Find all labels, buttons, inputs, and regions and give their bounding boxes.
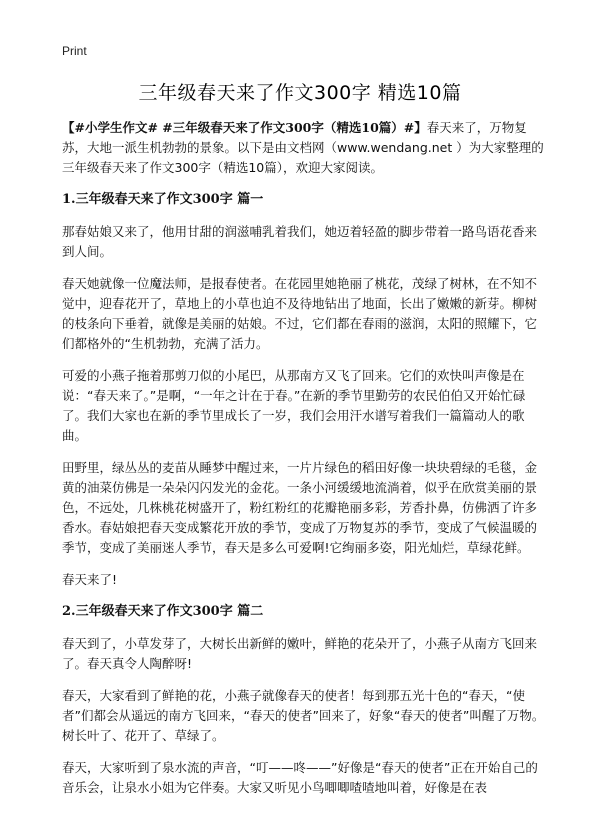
section-1-paragraph: 可爱的小燕子拖着那剪刀似的小尾巴，从那南方又飞了回来。它们的欢快叫声像是在说：“春天来了。”是啊，“一年之计在于春。”在新的季节里勤劳的农民伯伯又开始忙碌了。我们大家也在新的季节里成长了一岁，我们会用汗水谱写着我们一篇篇动人的歌曲。 (62, 368, 526, 443)
section-heading-2: 2.三年级春天来了作文300字 篇二 (62, 604, 264, 619)
section-2-paragraph: 春天到了，小草发芽了，大树长出新鲜的嫩叶，鲜艳的花朵开了，小燕子从南方飞回来了。春天真令人陶醉呀! (62, 636, 538, 671)
document-title: 三年级春天来了作文300字 精选10篇 (138, 82, 462, 104)
document-body (62, 118, 548, 810)
intro-paragraph (62, 118, 548, 178)
section-1-paragraph: 那春姑娘又来了，他用甘甜的润滋哺乳着我们，她迈着轻盈的脚步带着一路鸟语花香来到人间。 (62, 224, 538, 259)
print-label: Print (62, 44, 87, 58)
section-heading-1: 1.三年级春天来了作文300字 篇一 (62, 192, 264, 207)
section-1-paragraph: 春天来了! (62, 572, 118, 587)
section-2-paragraph: 春天，大家看到了鲜艳的花，小燕子就像春天的使者！每到那五光十色的“春天，“使者”们都会从遥远的南方飞回来，“春天的使者”回来了，好象“春天的使者”叫醒了万物。树长叶了、花开了、草绿了。 (62, 688, 545, 743)
section-2-paragraph: 春天，大家听到了泉水流的声音，“叮——咚——”好像是“春天的使者”正在开始自己的音乐会，让泉水小姐为它伴奏。大家又听见小鸟唧唧喳喳地叫着，好像是在表 (62, 760, 538, 795)
intro-text: 春天来了，万物复苏，大地一派生机勃勃的景象。以下是由文档网（www.wendang.net ）为大家整理的三年级春天来了作文300字（精选10篇），欢迎大家阅读。 (62, 120, 544, 175)
intro-tags: 【#小学生作文# #三年级春天来了作文300字（精选10篇）#】 (62, 120, 427, 135)
section-1-paragraph: 田野里，绿丛丛的麦苗从睡梦中醒过来，一片片绿色的稻田好像一块块碧绿的毛毯，金黄的油菜仿佛是一朵朵闪闪发光的金花。一条小河缓缓地流淌着，似乎在欣赏美丽的景色，不远处，几株桃花树盛开了，粉红粉红的花瓣艳丽多彩，芳香扑鼻，仿佛洒了许多香水。春姑娘把春天变成繁花开放的季节，变成了万物复苏的季节，变成了气候温暖的季节，变成了美丽迷人季节，春天是多么可爱啊!它绚丽多姿，阳光灿烂，草绿花鲜。 (62, 460, 538, 555)
section-1-paragraph: 春天她就像一位魔法师，是报春使者。在花园里她艳丽了桃花，茂绿了树林，在不知不觉中，迎春花开了，草地上的小草也迫不及待地钻出了地面，长出了嫩嫩的新芽。柳树的枝条向下垂着，就像是美丽的姑娘。不过，它们都在春雨的滋润，太阳的照耀下，它们都格外的“生机勃勃，充满了活力。 (62, 276, 538, 351)
